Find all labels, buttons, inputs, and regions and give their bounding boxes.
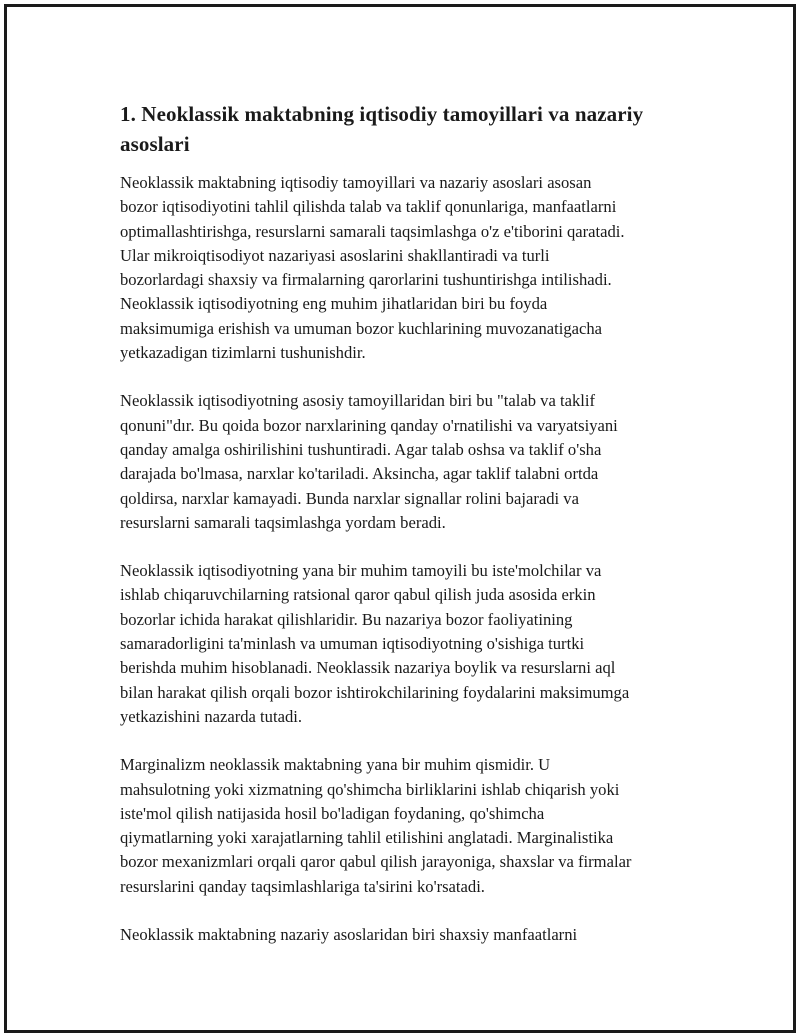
paragraph-3: Neoklassik iqtisodiyotning yana bir muhim tamoyili bu iste'molchilar va ishlab chiqaruvchilarning ratsional qaror qabul qilish juda asosida erkin bozorlar ichida harakat qilishlaridir. Bu nazariya bozor faoliyatining samaradorligini ta'minlash va umuman iqtisodiyotning o'sishiga turtki berishda muhim hisoblanadi. Neoklassik nazariya boylik va resurslarni aql bilan harakat qilish orqali bozor ishtirokchilarining foydalarini maksimumga yetkazishini nazarda tutadi. (120, 561, 630, 726)
document-body (120, 99, 700, 947)
paragraph-5: Neoklassik maktabning nazariy asoslaridan biri shaxsiy manfaatlarni (120, 925, 578, 945)
paragraph-4: Marginalizm neoklassik maktabning yana bir muhim qismidir. U mahsulotning yoki xizmatning qo'shimcha birliklarini ishlab chiqarish yoki iste'mol qilish natijasida hosil bo'ladigan foydaning, qo'shimcha qiymatlarning yoki xarajatlarning tahlil etilishini anglatadi. Marginalistika bozor mexanizmlari orqali qaror qabul qilish jarayoniga, shaxslar va firmalar resurslarini qanday taqsimlashlariga ta'sirini ko'rsatadi. (120, 755, 632, 896)
paragraph-1: Neoklassik maktabning iqtisodiy tamoyillari va nazariy asoslari asosan bozor iqtisodiyotini tahlil qilishda talab va taklif qonunlariga, manfaatlarni optimallashtirishga, resurslarni samarali taqsimlashga o'z e'tiborini qaratadi. Ular mikroiqtisodiyot nazariyasi asoslarini shakllantiradi va turli bozorlardagi shaxsiy va firmalarning qarorlarini tushuntirishga intilishadi. Neoklassik iqtisodiyotning eng muhim jihatlaridan biri bu foyda maksimumiga erishish va umuman bozor kuchlarining muvozanatigacha yetkazadigan tizimlarni tushunishdir. (120, 173, 625, 363)
section-heading: 1. Neoklassik maktabning iqtisodiy tamoyillari va nazariy asoslari (120, 102, 644, 156)
paragraph-2: Neoklassik iqtisodiyotning asosiy tamoyillaridan biri bu "talab va taklif qonuni"dır. Bu qoida bozor narxlarining qanday o'rnatilishi va varyatsiyani qanday amalga oshirilishini tushuntiradi. Agar talab oshsa va taklif o'sha darajada bo'lmasa, narxlar ko'tariladi. Aksincha, agar taklif talabni ortda qoldirsa, narxlar kamayadi. Bunda narxlar signallar rolini bajaradi va resurslarni samarali taqsimlashga yordam beradi. (120, 391, 618, 532)
page-frame (4, 4, 796, 1033)
